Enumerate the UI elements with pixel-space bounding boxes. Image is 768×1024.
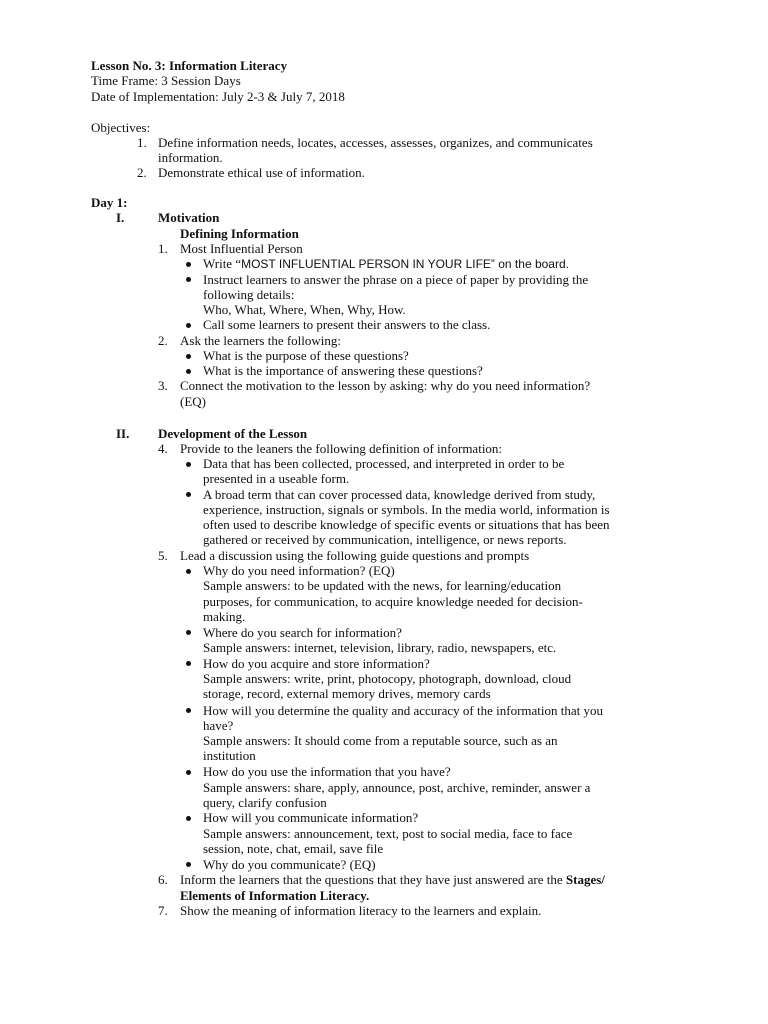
item-text: Most Influential Person <box>180 241 303 256</box>
guide-question: Why do you communicate? (EQ) <box>203 857 376 872</box>
sample-answer: Sample answers: announcement, text, post to social media, face to face <box>203 826 573 841</box>
objectives-label: Objectives: <box>91 120 151 135</box>
sample-answer: Sample answers: write, print, photocopy, photograph, download, cloud <box>203 671 572 686</box>
objective-text: Define information needs, locates, accesses, assesses, organizes, and communicates <box>158 135 593 150</box>
bullet-icon <box>186 770 191 775</box>
bullet-text: gathered or received by communication, intelligence, or news reports. <box>203 532 567 547</box>
guide-question: How do you acquire and store information? <box>203 656 430 671</box>
item-number: 4. <box>158 441 168 456</box>
time-frame: Time Frame: 3 Session Days <box>91 73 241 88</box>
guide-question: have? <box>203 718 234 733</box>
sample-answer: Sample answers: It should come from a reputable source, such as an <box>203 733 558 748</box>
guide-question: How do you use the information that you have? <box>203 764 451 779</box>
bullet-icon <box>186 708 191 713</box>
objective-text: information. <box>158 150 223 165</box>
guide-question: How will you communicate information? <box>203 810 419 825</box>
section-subtitle: Defining Information <box>180 226 299 241</box>
guide-question: Why do you need information? (EQ) <box>203 563 395 578</box>
sample-answer: storage, record, external memory drives, memory cards <box>203 686 491 701</box>
bullet-icon <box>186 323 191 328</box>
bullet-text: What is the importance of answering these questions? <box>203 363 483 378</box>
bullet-text: Write “MOST INFLUENTIAL PERSON IN YOUR LIFE” on the board. <box>203 256 569 271</box>
bullet-text: A broad term that can cover processed data, knowledge derived from study, <box>203 487 596 502</box>
sample-answer: Sample answers: internet, television, library, radio, newspapers, etc. <box>203 640 557 655</box>
objective-number: 1. <box>137 135 147 150</box>
bullet-icon <box>186 862 191 867</box>
sample-answer: Sample answers: to be updated with the news, for learning/education <box>203 578 562 593</box>
item-text: Connect the motivation to the lesson by asking: why do you need information? <box>180 378 591 393</box>
sample-answer: institution <box>203 748 256 763</box>
objective-number: 2. <box>137 165 147 180</box>
objective-text: Demonstrate ethical use of information. <box>158 165 365 180</box>
bullet-text: Who, What, Where, When, Why, How. <box>203 302 406 317</box>
bullet-icon <box>186 569 191 574</box>
bullet-text: presented in a useable form. <box>203 471 350 486</box>
item-text: Provide to the leaners the following definition of information: <box>180 441 503 456</box>
sample-answer: Sample answers: share, apply, announce, post, archive, reminder, answer a <box>203 780 591 795</box>
bullet-icon <box>186 630 191 635</box>
bullet-icon <box>186 262 191 267</box>
item-number: 3. <box>158 378 168 393</box>
guide-question: How will you determine the quality and accuracy of the information that you <box>203 703 603 718</box>
section-title: Motivation <box>158 210 220 225</box>
bullet-icon <box>186 661 191 666</box>
bullet-text: often used to describe knowledge of specific events or situations that has been <box>203 517 610 532</box>
day-label: Day 1: <box>91 195 128 210</box>
sample-answer: making. <box>203 609 246 624</box>
item-number: 5. <box>158 548 168 563</box>
item-number: 7. <box>158 903 168 918</box>
bullet-icon <box>186 369 191 374</box>
bullet-text: Data that has been collected, processed, and interpreted in order to be <box>203 456 565 471</box>
lesson-title: Lesson No. 3: Information Literacy <box>91 58 288 73</box>
section-number: I. <box>116 210 125 225</box>
bullet-icon <box>186 492 191 497</box>
bullet-text: What is the purpose of these questions? <box>203 348 409 363</box>
bullet-icon <box>186 462 191 467</box>
implementation-date: Date of Implementation: July 2-3 & July 7, 2018 <box>91 89 345 104</box>
bullet-text: following details: <box>203 287 295 302</box>
item-text: Elements of Information Literacy. <box>180 888 370 903</box>
item-text: Lead a discussion using the following guide questions and prompts <box>180 548 530 563</box>
item-text: Show the meaning of information literacy to the learners and explain. <box>180 903 542 918</box>
item-number: 2. <box>158 333 168 348</box>
item-text: Inform the learners that the questions that they have just answered are the Stages/ <box>180 872 605 887</box>
item-number: 1. <box>158 241 168 256</box>
bullet-text: Call some learners to present their answers to the class. <box>203 317 491 332</box>
guide-question: Where do you search for information? <box>203 625 402 640</box>
bullet-icon <box>186 277 191 282</box>
section-number: II. <box>116 426 130 441</box>
item-number: 6. <box>158 872 168 887</box>
bullet-text: Instruct learners to answer the phrase on a piece of paper by providing the <box>203 272 589 287</box>
sample-answer: query, clarify confusion <box>203 795 327 810</box>
bullet-text: experience, instruction, signals or symbols. In the media world, information is <box>203 502 610 517</box>
bullet-icon <box>186 816 191 821</box>
bullet-icon <box>186 354 191 359</box>
section-title: Development of the Lesson <box>158 426 308 441</box>
item-text: (EQ) <box>180 394 206 409</box>
item-text: Ask the learners the following: <box>180 333 342 348</box>
sample-answer: session, note, chat, email, save file <box>203 841 384 856</box>
sample-answer: purposes, for communication, to acquire knowledge needed for decision- <box>203 594 583 609</box>
